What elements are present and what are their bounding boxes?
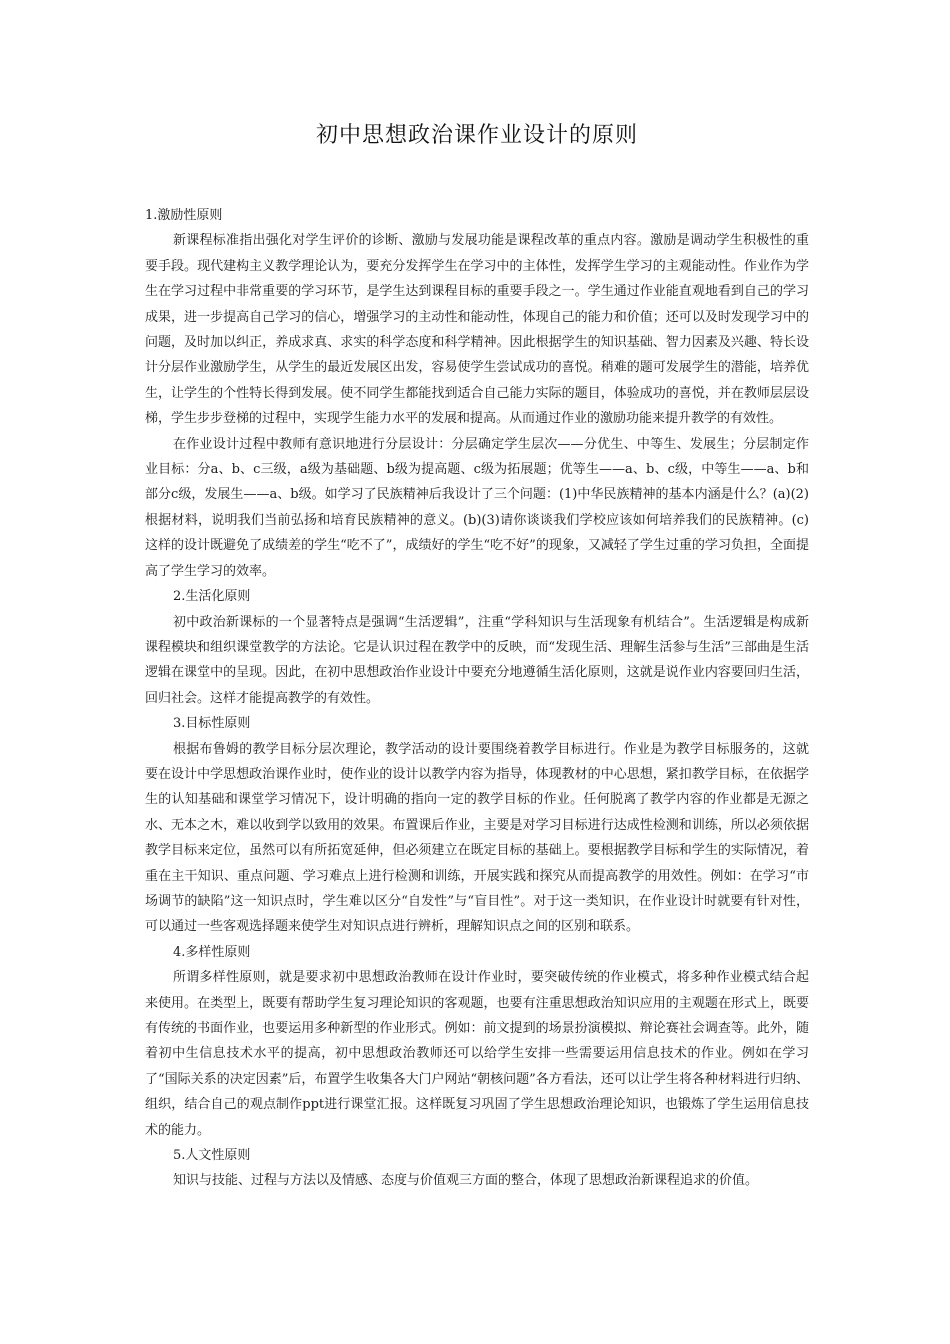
document-page [145, 118, 809, 1194]
section-heading-3: 3.目标性原则 [173, 716, 251, 732]
section-5-paragraph-1: 知识与技能、过程与方法以及情感、态度与价值观三方面的整合，体现了思想政治新课程追求的价值。 [173, 1173, 759, 1189]
section-1-paragraph-2: 在作业设计过程中教师有意识地进行分层设计：分层确定学生层次——分优生、中等生、发展生；分层制定作业目标：分a、b、c三级，a级为基础题、b级为提高题、c级为拓展题；优等生——a、b、c级，中等生——a、b和部分c级，发展生——a、b级。如学习了民族精神后我设计了三个问题：(1)中华民族精神的基本内涵是什么？(a)(2)根据材料，说明我们当前弘扬和培育民族精神的意义。(b)(3)请你谈谈我们学校应该如何培养我们的民族精神。(c)这样的设计既避免了成绩差的学生“吃不了”，成绩好的学生“吃不好”的现象，又减轻了学生过重的学习负担，全面提高了学生学习的效率。 [145, 436, 809, 579]
section-heading-5: 5.人文性原则 [173, 1148, 251, 1164]
section-1-paragraph-1: 新课程标准指出强化对学生评价的诊断、激励与发展功能是课程改革的重点内容。激励是调动学生积极性的重要手段。现代建构主义教学理论认为，要充分发挥学生在学习中的主体性，发挥学生学习的主观能动性。作业作为学生在学习过程中非常重要的学习环节，是学生达到课程目标的重要手段之一。学生通过作业能直观地看到自己的学习成果，进一步提高自己学习的信心，增强学习的主动性和能动性，体现自己的能力和价值；还可以及时发现学习中的问题，及时加以纠正，养成求真、求实的科学态度和科学精神。因此根据学生的知识基础、智力因素及兴趣、特长设计分层作业激励学生，从学生的最近发展区出发，容易使学生尝试成功的喜悦。稍难的题可发展学生的潜能，培养优生，让学生的个性特长得到发展。使不同学生都能找到适合自己能力实际的题目，体验成功的喜悦，并在教师层层设梯，学生步步登梯的过程中，实现学生能力水平的发展和提高。从而通过作业的激励功能来提升教学的有效性。 [145, 233, 809, 427]
document-body [145, 203, 809, 1194]
section-heading-2: 2.生活化原则 [173, 589, 251, 605]
section-4-paragraph-1: 所谓多样性原则，就是要求初中思想政治教师在设计作业时，要突破传统的作业模式，将多种作业模式结合起来使用。在类型上，既要有帮助学生复习理论知识的客观题，也要有注重思想政治知识应用的主观题在形式上，既要有传统的书面作业，也要运用多种新型的作业形式。例如：前文提到的场景扮演模拟、辩论赛社会调查等。此外，随着初中生信息技术水平的提高，初中思想政治教师还可以给学生安排一些需要运用信息技术的作业。例如在学习了“国际关系的决定因素”后，布置学生收集各大门户网站“朝核问题”各方看法，还可以让学生将各种材料进行归纳、组织，结合自己的观点制作ppt进行课堂汇报。这样既复习巩固了学生思想政治理论知识，也锻炼了学生运用信息技术的能力。 [145, 970, 809, 1138]
document-title: 初中思想政治课作业设计的原则 [315, 123, 638, 148]
section-heading-1: 1.激励性原则 [145, 208, 223, 223]
section-3-paragraph-1: 根据布鲁姆的教学目标分层次理论，教学活动的设计要围绕着教学目标进行。作业是为教学目标服务的，这就要在设计中学思想政治课作业时，使作业的设计以教学内容为指导，体现教材的中心思想，紧扣教学目标，在依据学生的认知基础和课堂学习情况下，设计明确的指向一定的教学目标的作业。任何脱离了教学内容的作业都是无源之水、无本之木，难以收到学以致用的效果。布置课后作业，主要是对学习目标进行达成性检测和训练，所以必须依据教学目标来定位，虽然可以有所拓宽延伸，但必须建立在既定目标的基础上。要根据教学目标和学生的实际情况，着重在主干知识、重点问题、学习难点上进行检测和训练，开展实践和探究从而提高教学的用效性。例如：在学习“市场调节的缺陷”这一知识点时，学生难以区分“自发性”与“盲目性”。对于这一类知识，在作业设计时就要有针对性，可以通过一些客观选择题来使学生对知识点进行辨析，理解知识点之间的区别和联系。 [145, 741, 809, 935]
section-2-paragraph-1: 初中政治新课标的一个显著特点是强调“生活逻辑”，注重“学科知识与生活现象有机结合”。生活逻辑是构成新课程模块和组织课堂教学的方法论。它是认识过程在教学中的反映，而“发现生活、理解生活参与生活”三部曲是生活逻辑在课堂中的呈现。因此，在初中思想政治作业设计中要充分地遵循生活化原则，这就是说作业内容要回归生活，回归社会。这样才能提高教学的有效性。 [145, 614, 809, 706]
section-heading-4: 4.多样性原则 [173, 944, 251, 960]
